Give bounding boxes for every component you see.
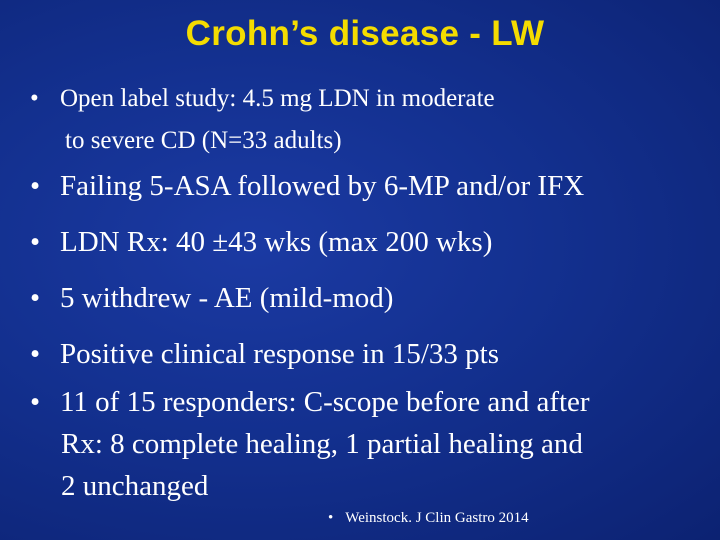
bullet-text-continued: 2 unchanged: [61, 470, 209, 502]
bullet-text: 11 of 15 responders: C-scope before and after: [60, 386, 590, 418]
bullet-ldn-duration: [30, 221, 720, 263]
bullet-text-continued: to severe CD (N=33 adults): [65, 127, 342, 154]
bullet-text: Positive clinical response in 15/33 pts: [60, 338, 499, 370]
bullet-dot: •: [30, 386, 41, 418]
bullet-failing-treatment: [30, 165, 720, 207]
bullet-clinical-response: [30, 333, 720, 375]
bullet-responders-cscope: [30, 381, 720, 507]
citation-bullet: •: [328, 510, 334, 526]
bullet-withdrawals: [30, 277, 720, 319]
bullet-dot: •: [30, 226, 41, 258]
bullet-text: Failing 5-ASA followed by 6-MP and/or IFX: [60, 170, 585, 202]
bullet-text: 5 withdrew - AE (mild-mod): [60, 282, 394, 314]
bullet-text: Open label study: 4.5 mg LDN in moderate: [60, 85, 495, 112]
bullet-dot: •: [30, 282, 41, 314]
bullet-dot: •: [30, 338, 41, 370]
bullet-dot: •: [30, 170, 41, 202]
bullet-dot: •: [30, 85, 39, 112]
bullet-open-label-study: [30, 78, 720, 162]
slide-title: Crohn’s disease - LW: [185, 14, 545, 53]
bullet-text-continued: Rx: 8 complete healing, 1 partial healing and: [61, 428, 583, 460]
citation: [328, 510, 529, 527]
bullet-text: LDN Rx: 40 ±43 wks (max 200 wks): [60, 226, 493, 258]
citation-text: Weinstock. J Clin Gastro 2014: [345, 510, 529, 526]
